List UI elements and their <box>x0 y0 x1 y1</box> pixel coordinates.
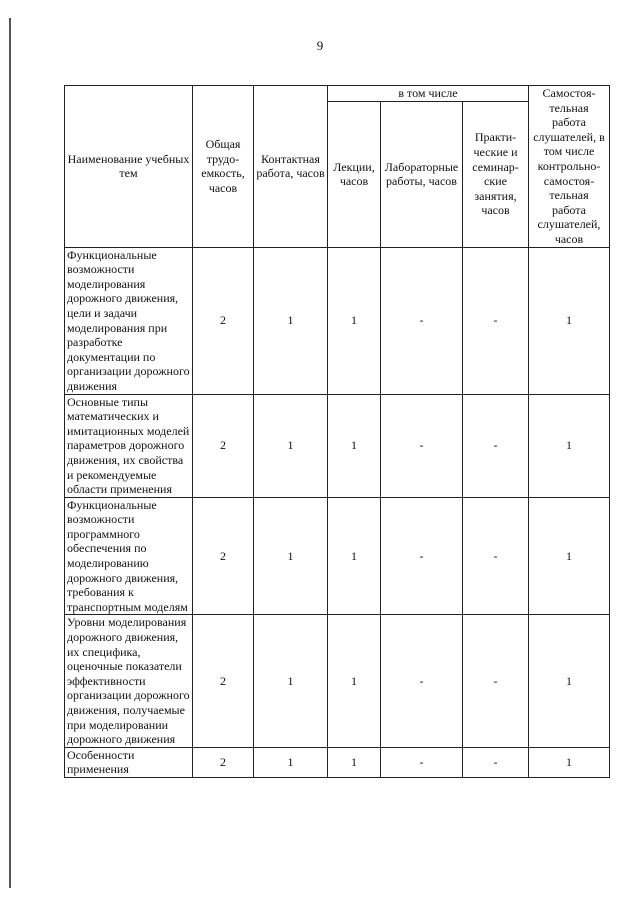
contact-hours-cell: 1 <box>254 247 328 394</box>
self-study-hours-cell: 1 <box>529 747 610 777</box>
lectures-hours-cell: 1 <box>328 615 381 747</box>
practice-hours-cell: - <box>463 247 529 394</box>
contact-hours-cell: 1 <box>254 747 328 777</box>
labs-hours-cell: - <box>381 615 463 747</box>
practice-hours-cell: - <box>463 747 529 777</box>
header-self: Самостоя-тельная работа слушателей, в том числе контрольно-самостоя-тельная работа слушателей, часов <box>529 86 610 248</box>
header-practice: Практи-ческие и семинар-ские занятия, часов <box>463 101 529 247</box>
total-hours-cell: 2 <box>193 394 254 497</box>
practice-hours-cell: - <box>463 394 529 497</box>
header-group: в том числе <box>328 86 529 102</box>
topic-cell: Основные типы математических и имитационных моделей параметров дорожного движения, их свойства и рекомендуемые области применения <box>65 394 193 497</box>
topic-cell: Уровни моделирования дорожного движения, их специфика, оценочные показатели эффективности организации дорожного движения, получаемые при моделировании дорожного движения <box>65 615 193 747</box>
header-contact: Контактная работа, часов <box>254 86 328 248</box>
contact-hours-cell: 1 <box>254 394 328 497</box>
table-row <box>65 747 610 777</box>
left-margin-rule <box>9 18 11 888</box>
total-hours-cell: 2 <box>193 615 254 747</box>
lectures-hours-cell: 1 <box>328 747 381 777</box>
total-hours-cell: 2 <box>193 497 254 615</box>
table-row <box>65 247 610 394</box>
topic-cell: Функциональные возможности моделирования дорожного движения, цели и задачи моделирования при разработке документации по организации дорожного движения <box>65 247 193 394</box>
labs-hours-cell: - <box>381 394 463 497</box>
contact-hours-cell: 1 <box>254 615 328 747</box>
header-lectures: Лекции, часов <box>328 101 381 247</box>
page-number: 9 <box>316 38 324 53</box>
total-hours-cell: 2 <box>193 747 254 777</box>
contact-hours-cell: 1 <box>254 497 328 615</box>
self-study-hours-cell: 1 <box>529 394 610 497</box>
self-study-hours-cell: 1 <box>529 497 610 615</box>
self-study-hours-cell: 1 <box>529 247 610 394</box>
header-topic: Наименование учебных тем <box>65 86 193 248</box>
labs-hours-cell: - <box>381 747 463 777</box>
header-labs: Лабораторные работы, часов <box>381 101 463 247</box>
labs-hours-cell: - <box>381 247 463 394</box>
table-row <box>65 615 610 747</box>
practice-hours-cell: - <box>463 615 529 747</box>
lectures-hours-cell: 1 <box>328 394 381 497</box>
lectures-hours-cell: 1 <box>328 497 381 615</box>
lectures-hours-cell: 1 <box>328 247 381 394</box>
table-row <box>65 497 610 615</box>
total-hours-cell: 2 <box>193 247 254 394</box>
practice-hours-cell: - <box>463 497 529 615</box>
header-total: Общая трудо-емкость, часов <box>193 86 254 248</box>
table-row <box>65 394 610 497</box>
self-study-hours-cell: 1 <box>529 615 610 747</box>
topic-cell: Особенности применения <box>65 747 193 777</box>
curriculum-table <box>64 85 610 778</box>
topic-cell: Функциональные возможности программного обеспечения по моделированию дорожного движения, требования к транспортным моделям <box>65 497 193 615</box>
labs-hours-cell: - <box>381 497 463 615</box>
